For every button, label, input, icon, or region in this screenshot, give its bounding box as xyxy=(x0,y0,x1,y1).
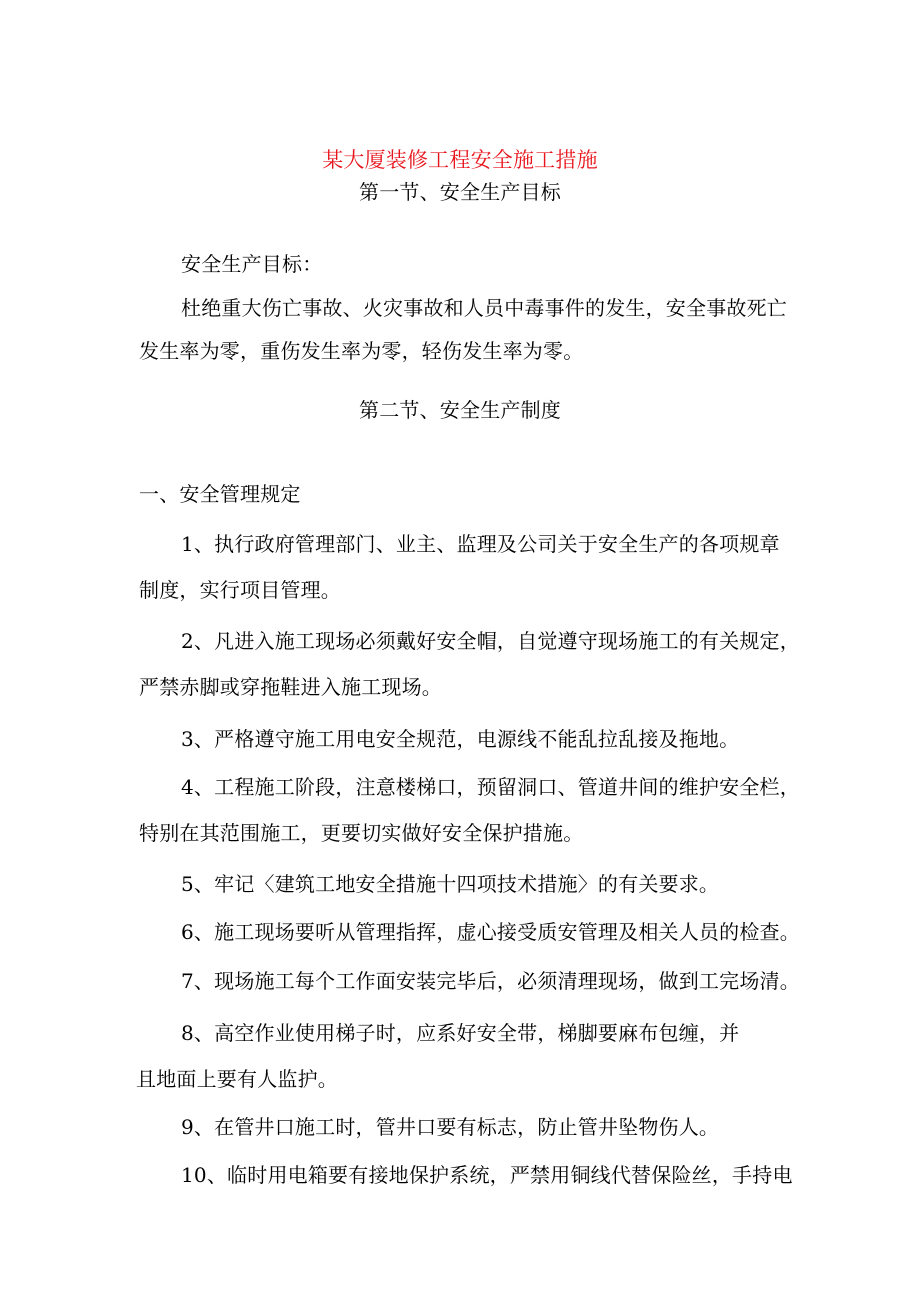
rule-item-4-line-1: 4、工程施工阶段，注意楼梯口，预留洞口、管道井间的维护安全栏， xyxy=(181,775,800,799)
rule-item-2-line-2: 严禁赤脚或穿拖鞋进入施工现场。 xyxy=(139,675,442,699)
section-1-heading: 第一节、安全生产目标 xyxy=(359,180,561,204)
rule-item-1-line-1: 1、执行政府管理部门、业主、监理及公司关于安全生产的各项规章 xyxy=(181,532,780,556)
section-1-paragraph-line-2: 发生率为零，重伤发生率为零，轻伤发生率为零。 xyxy=(139,339,584,363)
rule-item-8-line-2: 且地面上要有人监护。 xyxy=(136,1067,338,1091)
document-title: 某大厦装修工程安全施工措施 xyxy=(322,148,598,172)
rule-item-1-line-2: 制度，实行项目管理。 xyxy=(139,578,341,602)
section-1-paragraph-line-1: 杜绝重大伤亡事故、火灾事故和人员中毒事件的发生，安全事故死亡 xyxy=(181,296,787,320)
section-2-heading: 第二节、安全生产制度 xyxy=(359,398,561,422)
rule-item-9: 9、在管井口施工时，管井口要有标志，防止管井坠物伤人。 xyxy=(181,1115,720,1139)
rule-item-2-line-1: 2、凡进入施工现场必须戴好安全帽，自觉遵守现场施工的有关规定， xyxy=(181,629,800,653)
rule-item-5: 5、牢记〈建筑工地安全措施十四项技术措施〉的有关要求。 xyxy=(181,872,720,896)
rule-item-10-line-1: 10、临时用电箱要有接地保护系统，严禁用铜线代替保险丝，手持电 xyxy=(181,1163,793,1187)
rule-item-8-line-1: 8、高空作业使用梯子时，应系好安全带，梯脚要麻布包缠，并 xyxy=(181,1021,740,1045)
rule-item-3: 3、严格遵守施工用电安全规范，电源线不能乱拉乱接及拖地。 xyxy=(181,727,740,751)
rule-item-7: 7、现场施工每个工作面安装完毕后，必须清理现场，做到工完场清。 xyxy=(181,969,800,993)
rule-item-6: 6、施工现场要听从管理指挥，虚心接受质安管理及相关人员的检查。 xyxy=(181,920,800,944)
section-2-subheading: 一、安全管理规定 xyxy=(139,482,301,506)
rule-item-4-line-2: 特别在其范围施工，更要切实做好安全保护措施。 xyxy=(139,821,584,845)
section-1-label: 安全生产目标： xyxy=(181,252,323,276)
